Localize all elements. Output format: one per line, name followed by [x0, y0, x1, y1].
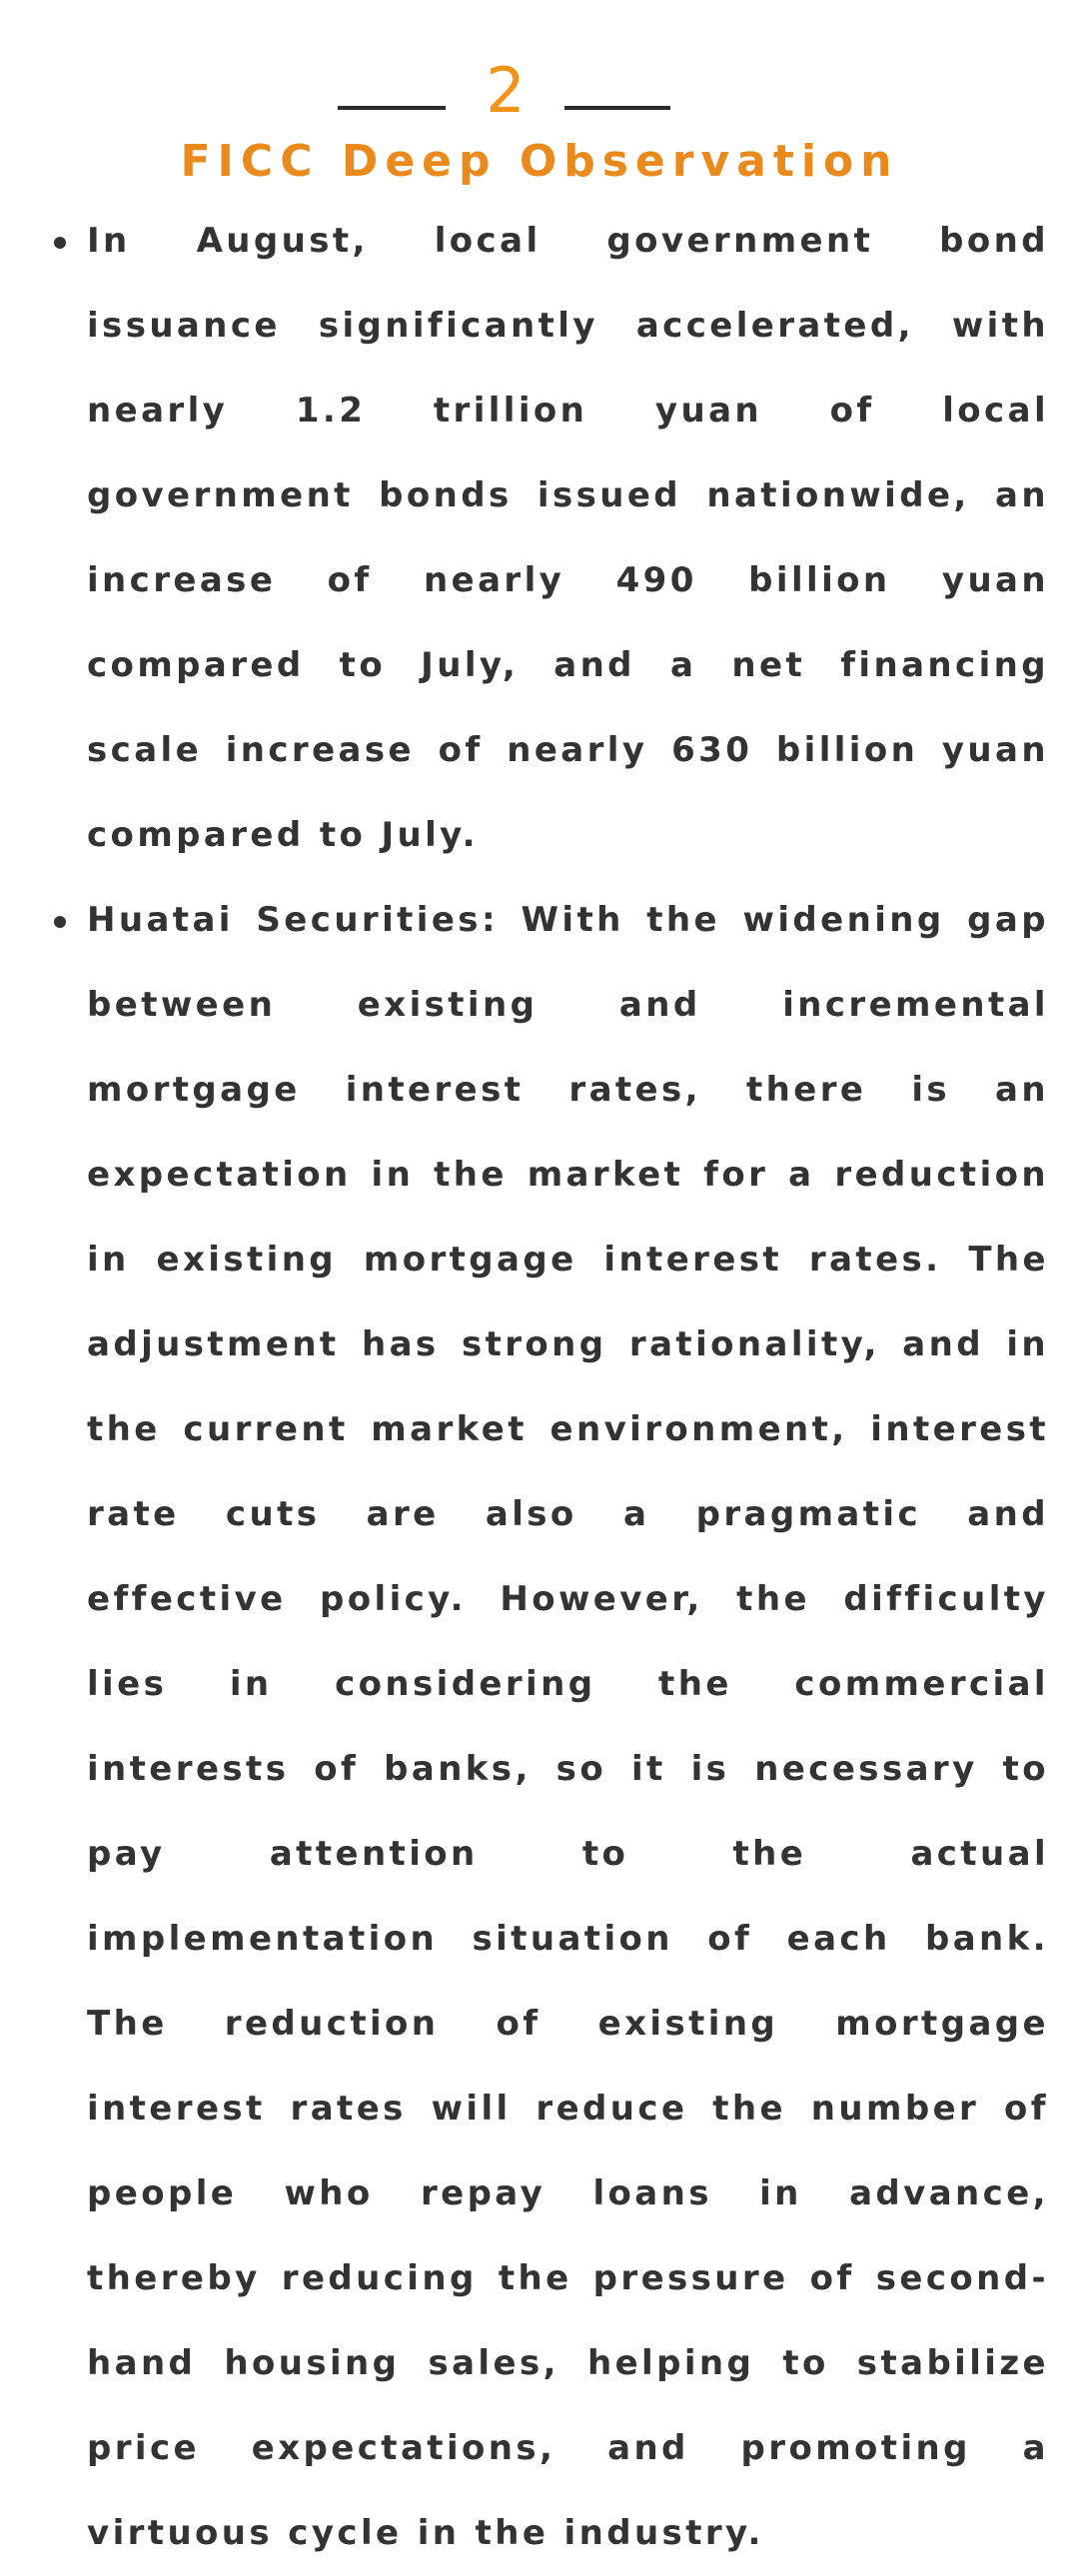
- left-divider-line: [338, 106, 446, 110]
- right-divider-line: [564, 106, 670, 110]
- bullet-dot-icon: [54, 237, 66, 249]
- bullet-list: [0, 199, 1079, 2576]
- section-title: FICC Deep Observation: [180, 136, 899, 187]
- bullet-item-huatai-securities: [0, 878, 1079, 2576]
- section-header: [0, 38, 1079, 188]
- bullet-item-local-government-bonds: [0, 199, 1079, 878]
- section-number: 2: [486, 54, 526, 127]
- section-number-row: [0, 56, 1079, 126]
- bullet-text: In August, local government bond issuance significantly accelerated, with nearly 1.2 trillion yuan of local government bonds issued nationwide, an increase of nearly 490 billion yuan compared to July, and a net financing scale increase of nearly 630 billion yuan compared to July.: [87, 221, 1049, 855]
- bullet-text: Huatai Securities: With the widening gap between existing and incremental mortgage interest rates, there is an expectation in the market for a reduction in existing mortgage interest rates. The adjustment has strong rationality, and in the current market environment, interest rate cuts are also a pragmatic and effective policy. However, the difficulty lies in considering the commercial interests of banks, so it is necessary to pay attention to the actual implementation situation of each bank. The reduction of existing mortgage interest rates will reduce the number of people who repay loans in advance, thereby reducing the pressure of second-hand housing sales, helping to stabilize price expectations, and promoting a virtuous cycle in the industry.: [87, 900, 1049, 2553]
- bullet-dot-icon: [54, 916, 66, 928]
